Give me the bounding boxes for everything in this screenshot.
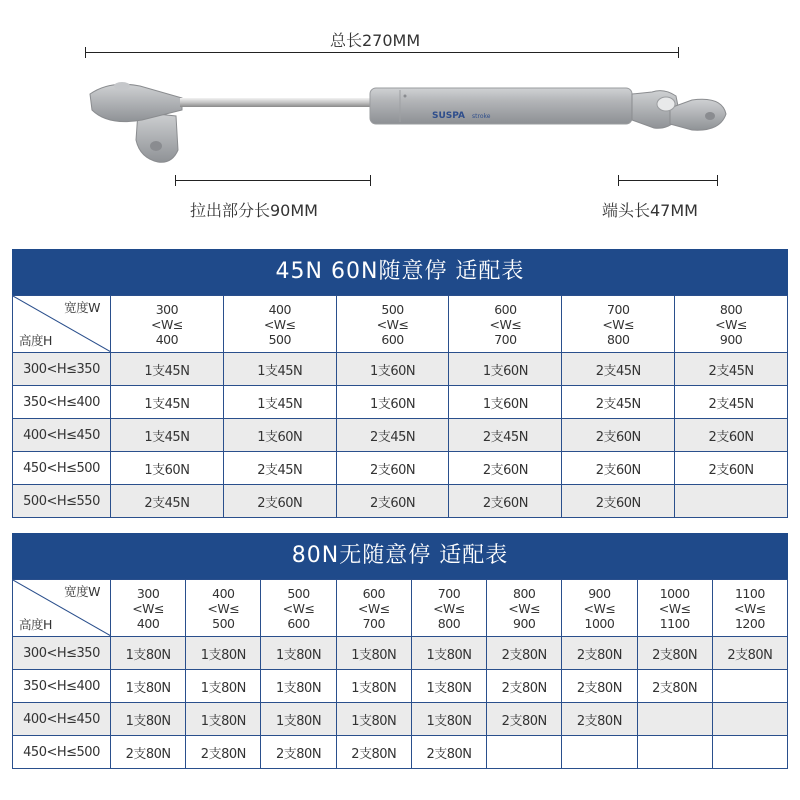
column-header-line: 400: [155, 331, 179, 347]
table-cell: 2支80N: [562, 703, 637, 736]
column-header-line: 500: [381, 301, 404, 317]
column-header: [111, 296, 224, 353]
brand-logo: SUSPA: [432, 111, 466, 121]
column-header-line: 500: [212, 615, 235, 631]
column-header-line: 1200: [734, 615, 765, 631]
column-header-line: 800: [607, 331, 630, 347]
table-cell: 1支80N: [411, 703, 486, 736]
column-header-line: 700: [362, 615, 385, 631]
column-header-line: <W≤: [489, 316, 522, 332]
row-label: 400<H≤450: [13, 703, 111, 736]
table-cell: 2支80N: [336, 736, 411, 769]
table-cell: 1支45N: [223, 353, 336, 386]
table-cell: 1支80N: [411, 637, 486, 670]
column-header-line: <W≤: [357, 600, 390, 616]
table1-title: 45N 60N随意停 适配表: [12, 249, 788, 295]
table-cell: 1支60N: [223, 419, 336, 452]
table-cell: 2支45N: [449, 419, 562, 452]
total-length-line: [85, 52, 679, 53]
table-row: [13, 637, 788, 670]
table-cell: 2支60N: [223, 485, 336, 518]
table-cell: [675, 485, 788, 518]
table-cell: 2支60N: [562, 452, 675, 485]
column-header-line: <W≤: [282, 600, 315, 616]
table-row: [13, 386, 788, 419]
end-length-label: 端头长47MM: [602, 201, 698, 220]
table-cell: 1支45N: [111, 353, 224, 386]
column-header-line: 700: [607, 301, 630, 317]
column-header-line: <W≤: [132, 600, 165, 616]
end-length-tick-left: [618, 175, 619, 186]
table-cell: [562, 736, 637, 769]
table-cell: 2支45N: [111, 485, 224, 518]
table-cell: 2支60N: [675, 419, 788, 452]
table1: [12, 295, 788, 518]
column-header-line: <W≤: [376, 316, 409, 332]
row-label: 500<H≤550: [13, 485, 111, 518]
column-header-line: 1100: [659, 615, 690, 631]
table-cell: 2支80N: [111, 736, 186, 769]
table-cell: 2支60N: [562, 485, 675, 518]
table-cell: 2支80N: [487, 637, 562, 670]
table-cell: 1支80N: [261, 703, 336, 736]
table-cell: 2支45N: [223, 452, 336, 485]
column-header-line: <W≤: [583, 600, 616, 616]
table-cell: 2支60N: [675, 452, 788, 485]
corner-width-label: 宽度W: [64, 300, 100, 315]
table-cell: 2支80N: [186, 736, 261, 769]
table-cell: [637, 703, 712, 736]
table-cell: 1支60N: [111, 452, 224, 485]
column-header-line: <W≤: [658, 600, 691, 616]
table-cell: [712, 703, 787, 736]
corner-height-label: 高度H: [19, 617, 52, 632]
table-cell: 2支45N: [562, 386, 675, 419]
column-header-line: 600: [362, 585, 385, 601]
column-header: [336, 296, 449, 353]
column-header-line: 400: [136, 615, 160, 631]
end-length-line: [618, 180, 718, 181]
column-header-line: <W≤: [508, 600, 541, 616]
table-cell: 2支80N: [261, 736, 336, 769]
column-header-line: 600: [494, 301, 517, 317]
column-header: [712, 580, 787, 637]
table-cell: 1支80N: [186, 637, 261, 670]
column-header-line: 400: [268, 301, 291, 317]
table-cell: 2支60N: [449, 485, 562, 518]
table-cell: 1支80N: [186, 670, 261, 703]
total-length-tick-right: [678, 47, 679, 58]
brand-sub: stroke: [472, 113, 491, 120]
extended-length-tick-right: [370, 175, 371, 186]
column-header-line: <W≤: [207, 600, 240, 616]
row-label: 300<H≤350: [13, 353, 111, 386]
column-header: [675, 296, 788, 353]
table-cell: 2支80N: [562, 637, 637, 670]
table-cell: 2支60N: [449, 452, 562, 485]
column-header-line: 1000: [584, 615, 615, 631]
table-cell: 2支80N: [487, 670, 562, 703]
table-cell: 2支45N: [562, 353, 675, 386]
column-header-line: 800: [437, 615, 461, 631]
total-length-tick-left: [85, 47, 86, 58]
column-header: [637, 580, 712, 637]
column-header-line: 600: [381, 331, 404, 347]
column-header-line: 700: [437, 585, 461, 601]
column-header-line: 400: [212, 585, 235, 601]
table-cell: [712, 736, 787, 769]
table-cell: 1支80N: [186, 703, 261, 736]
table-cell: 1支60N: [336, 353, 449, 386]
column-header-line: 300: [155, 301, 179, 317]
column-header: [449, 296, 562, 353]
header-row: [13, 296, 788, 353]
column-header: [562, 580, 637, 637]
column-header-line: 900: [513, 615, 536, 631]
column-header-line: 900: [719, 331, 743, 347]
table-cell: 2支80N: [487, 703, 562, 736]
column-header-line: 800: [513, 585, 536, 601]
column-header-line: <W≤: [151, 316, 183, 332]
table-cell: [637, 736, 712, 769]
table-cell: 1支45N: [111, 386, 224, 419]
table-cell: 1支80N: [336, 637, 411, 670]
column-header-line: 700: [494, 331, 517, 347]
table-cell: 2支45N: [675, 353, 788, 386]
table-cell: 2支80N: [637, 670, 712, 703]
table-cell: 1支80N: [336, 670, 411, 703]
corner-cell: [13, 296, 111, 353]
column-header-line: 800: [719, 301, 743, 317]
column-header-line: <W≤: [715, 316, 747, 332]
table-cell: 1支80N: [411, 670, 486, 703]
corner-cell: [13, 580, 111, 637]
column-header: [261, 580, 336, 637]
column-header-line: <W≤: [733, 600, 766, 616]
column-header-line: 900: [588, 585, 611, 601]
row-label: 300<H≤350: [13, 637, 111, 670]
total-length-label: 总长270MM: [330, 31, 421, 50]
extended-length-line: [175, 180, 371, 181]
table-cell: 1支80N: [111, 637, 186, 670]
table-cell: 1支80N: [111, 670, 186, 703]
column-header-line: 600: [287, 615, 310, 631]
column-header-line: <W≤: [602, 316, 635, 332]
table-cell: 1支80N: [261, 670, 336, 703]
corner-height-label: 高度H: [19, 333, 52, 348]
table-cell: 1支80N: [261, 637, 336, 670]
table-row: [13, 670, 788, 703]
table-cell: [487, 736, 562, 769]
table-cell: 2支80N: [637, 637, 712, 670]
column-header-line: <W≤: [263, 316, 296, 332]
row-label: 450<H≤500: [13, 736, 111, 769]
table-cell: 1支45N: [111, 419, 224, 452]
table-cell: 2支45N: [675, 386, 788, 419]
column-header: [111, 580, 186, 637]
table-cell: [712, 670, 787, 703]
column-header: [336, 580, 411, 637]
column-header: [186, 580, 261, 637]
row-label: 350<H≤400: [13, 386, 111, 419]
table-row: [13, 452, 788, 485]
end-length-tick-right: [717, 175, 718, 186]
extended-length-tick-left: [175, 175, 176, 186]
table-cell: 1支60N: [336, 386, 449, 419]
header-row: [13, 580, 788, 637]
table-cell: 2支60N: [336, 485, 449, 518]
table-row: [13, 353, 788, 386]
corner-width-label: 宽度W: [64, 584, 100, 599]
column-header-line: 1000: [659, 585, 690, 601]
column-header: [223, 296, 336, 353]
table-cell: 2支60N: [336, 452, 449, 485]
table-cell: 2支80N: [411, 736, 486, 769]
column-header-line: 500: [287, 585, 310, 601]
row-label: 400<H≤450: [13, 419, 111, 452]
column-header-line: 500: [268, 331, 291, 347]
gas-spring-image: [80, 76, 730, 168]
table-row: [13, 703, 788, 736]
table-row: [13, 485, 788, 518]
table-cell: 1支60N: [449, 386, 562, 419]
column-header-line: 300: [136, 585, 160, 601]
table-cell: 1支80N: [336, 703, 411, 736]
table-row: [13, 419, 788, 452]
extended-length-label: 拉出部分长90MM: [190, 201, 318, 220]
table-cell: 1支60N: [449, 353, 562, 386]
table-cell: 2支80N: [712, 637, 787, 670]
row-label: 450<H≤500: [13, 452, 111, 485]
table2-title: 80N无随意停 适配表: [12, 533, 788, 579]
column-header: [487, 580, 562, 637]
column-header: [562, 296, 675, 353]
table-cell: 1支80N: [111, 703, 186, 736]
table-cell: 2支80N: [562, 670, 637, 703]
table-row: [13, 736, 788, 769]
row-label: 350<H≤400: [13, 670, 111, 703]
table-cell: 2支45N: [336, 419, 449, 452]
table-cell: 1支45N: [223, 386, 336, 419]
column-header-line: <W≤: [433, 600, 465, 616]
column-header-line: 1100: [734, 585, 765, 601]
table2: [12, 579, 788, 769]
column-header: [411, 580, 486, 637]
table-cell: 2支60N: [562, 419, 675, 452]
